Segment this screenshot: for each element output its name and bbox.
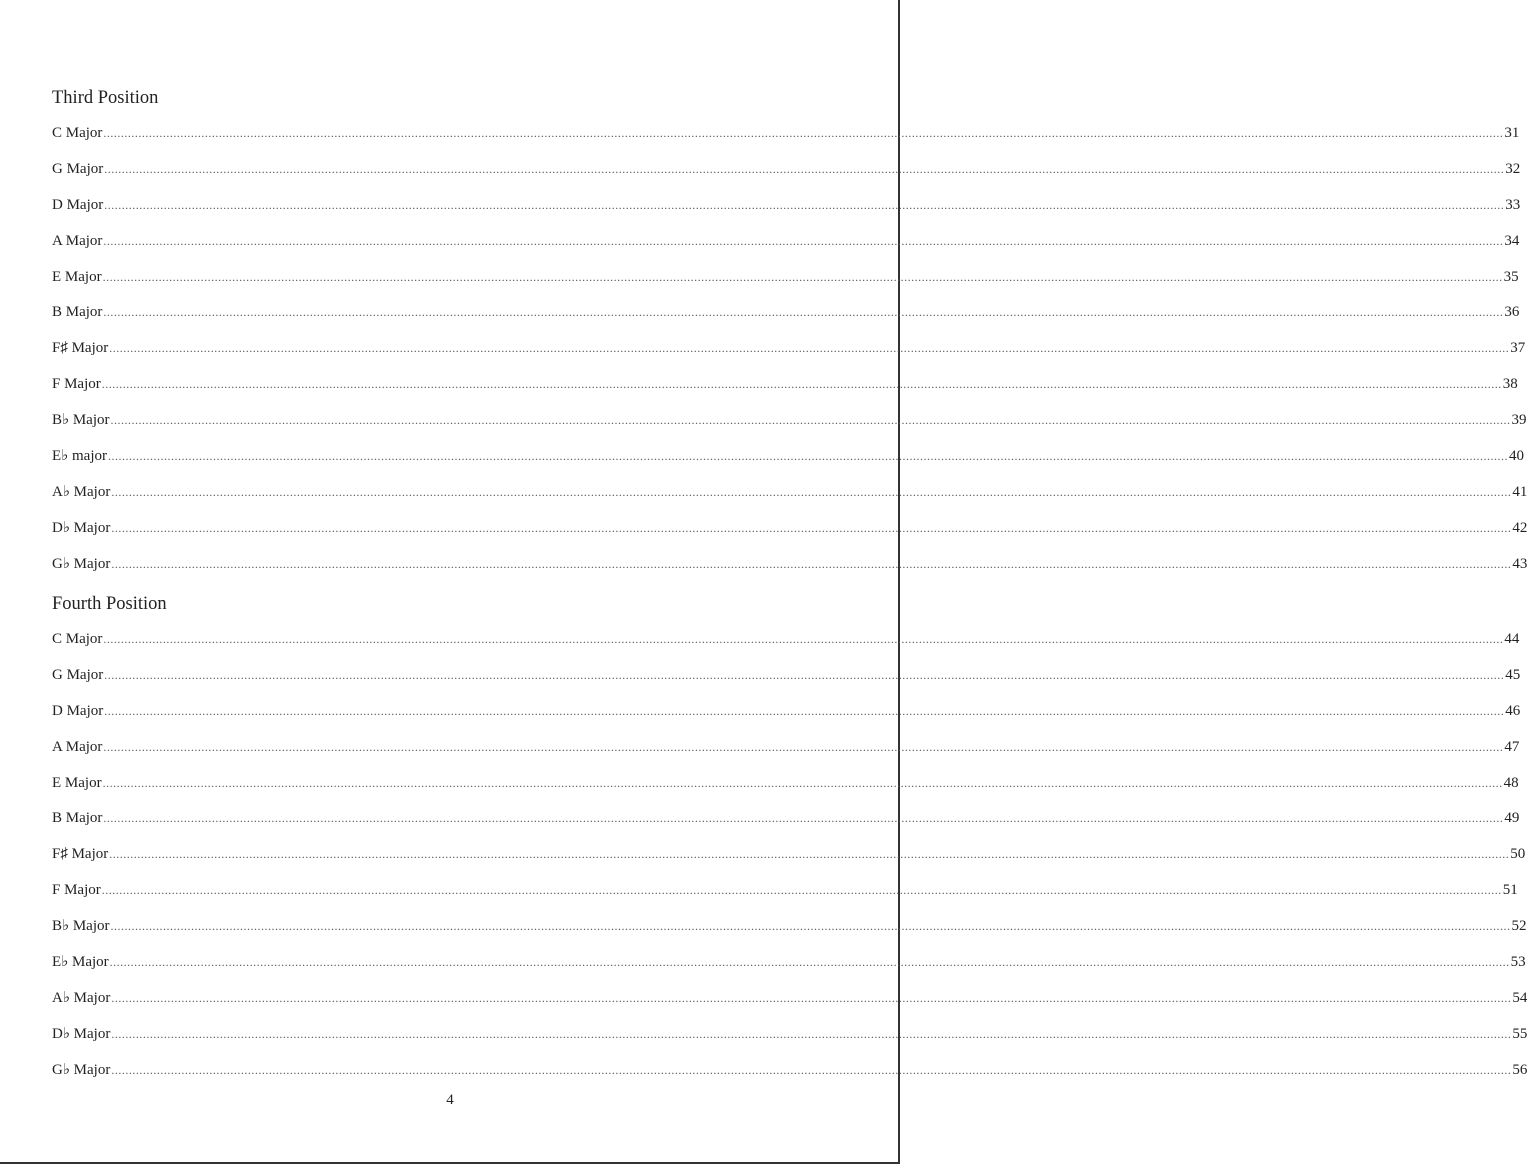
toc-entry[interactable]	[52, 694, 1521, 730]
toc-entry[interactable]	[52, 981, 1527, 1017]
entry-label: G♭ Major	[52, 555, 111, 572]
dot-leader: ................................................................................................................................................................................................................................................................................................................................................................................................................	[110, 919, 1511, 934]
entry-label: F♯ Major	[52, 340, 109, 357]
dot-leader: ................................................................................................................................................................................................................................................................................................................................................................................................................	[111, 1062, 1512, 1077]
dot-leader: ................................................................................................................................................................................................................................................................................................................................................................................................................	[102, 269, 1503, 284]
dot-leader: ................................................................................................................................................................................................................................................................................................................................................................................................................	[111, 556, 1512, 571]
entry-page-number: 55	[1512, 1025, 1527, 1042]
page-number: 4	[446, 1092, 454, 1108]
section-heading: Third Position	[52, 88, 159, 108]
entry-page-number: 37	[1510, 340, 1526, 357]
entry-label: A♭ Major	[52, 989, 111, 1006]
dot-leader: ................................................................................................................................................................................................................................................................................................................................................................................................................	[103, 305, 1504, 320]
section-heading: Fourth Position	[52, 594, 167, 614]
dot-leader: ................................................................................................................................................................................................................................................................................................................................................................................................................	[104, 703, 1505, 718]
toc-entry[interactable]	[52, 766, 1519, 802]
entry-page-number: 52	[1511, 918, 1527, 935]
toc-entry[interactable]	[52, 622, 1520, 658]
entry-label: D♭ Major	[52, 519, 111, 536]
entry-label: D Major	[52, 702, 104, 719]
dot-leader: ................................................................................................................................................................................................................................................................................................................................................................................................................	[101, 377, 1502, 392]
toc-entry[interactable]	[52, 224, 1520, 260]
entry-page-number: 48	[1503, 774, 1519, 791]
entry-page-number: 32	[1505, 160, 1521, 177]
entry-page-number: 41	[1512, 483, 1527, 500]
toc-entry[interactable]	[52, 801, 1520, 837]
entry-label: A Major	[52, 232, 103, 249]
toc-entry[interactable]	[52, 945, 1526, 981]
toc-entry[interactable]	[52, 116, 1520, 152]
entry-page-number: 39	[1511, 412, 1527, 429]
dot-leader: ................................................................................................................................................................................................................................................................................................................................................................................................................	[109, 847, 1510, 862]
entry-page-number: 45	[1505, 666, 1521, 683]
entry-label: B Major	[52, 810, 103, 827]
entry-label: G Major	[52, 666, 104, 683]
entry-page-number: 46	[1505, 702, 1521, 719]
entry-label: E♭ Major	[52, 954, 109, 971]
toc-entry[interactable]	[52, 873, 1518, 909]
entry-label: F♯ Major	[52, 846, 109, 863]
toc-entry[interactable]	[52, 188, 1521, 224]
entry-label: E Major	[52, 268, 102, 285]
entry-label: G Major	[52, 160, 104, 177]
entry-page-number: 43	[1512, 555, 1527, 572]
toc-entry[interactable]	[52, 658, 1521, 694]
toc-entry[interactable]	[52, 730, 1520, 766]
dot-leader: ................................................................................................................................................................................................................................................................................................................................................................................................................	[103, 126, 1504, 140]
entry-label: A♭ Major	[52, 483, 111, 500]
dot-leader: ................................................................................................................................................................................................................................................................................................................................................................................................................	[103, 632, 1504, 646]
entry-page-number: 50	[1510, 846, 1526, 863]
toc-entry[interactable]	[52, 367, 1518, 403]
entry-label: G♭ Major	[52, 1061, 111, 1078]
dot-leader: ................................................................................................................................................................................................................................................................................................................................................................................................................	[109, 341, 1510, 356]
dot-leader: ................................................................................................................................................................................................................................................................................................................................................................................................................	[107, 449, 1508, 464]
toc-entry[interactable]	[52, 837, 1526, 873]
entry-label: A Major	[52, 738, 103, 755]
entry-page-number: 56	[1512, 1061, 1527, 1078]
entry-page-number: 42	[1512, 519, 1527, 536]
entry-page-number: 38	[1502, 376, 1518, 393]
entry-page-number: 44	[1504, 631, 1520, 647]
entry-label: C Major	[52, 631, 103, 647]
section-fourth-position	[52, 586, 1527, 1089]
entry-page-number: 40	[1508, 448, 1524, 465]
toc-entry[interactable]	[52, 295, 1520, 331]
dot-leader: ................................................................................................................................................................................................................................................................................................................................................................................................................	[104, 197, 1505, 212]
entry-label: D♭ Major	[52, 1025, 111, 1042]
toc-entry[interactable]	[52, 152, 1521, 188]
dot-leader: ................................................................................................................................................................................................................................................................................................................................................................................................................	[103, 233, 1504, 248]
dot-leader: ................................................................................................................................................................................................................................................................................................................................................................................................................	[103, 739, 1504, 754]
entry-label: C Major	[52, 125, 103, 141]
entry-label: F Major	[52, 882, 101, 899]
entry-label: D Major	[52, 196, 104, 213]
dot-leader: ................................................................................................................................................................................................................................................................................................................................................................................................................	[111, 484, 1512, 499]
dot-leader: ................................................................................................................................................................................................................................................................................................................................................................................................................	[102, 775, 1503, 790]
toc-entry[interactable]	[52, 511, 1527, 547]
toc-entry[interactable]	[52, 475, 1527, 511]
toc-entry[interactable]	[52, 1017, 1527, 1053]
toc-list	[52, 116, 1527, 583]
toc-entry[interactable]	[52, 331, 1526, 367]
entry-page-number: 31	[1504, 125, 1520, 141]
dot-leader: ................................................................................................................................................................................................................................................................................................................................................................................................................	[110, 413, 1511, 428]
toc-entry[interactable]	[52, 439, 1524, 475]
toc-entry[interactable]	[52, 260, 1519, 296]
entry-label: B Major	[52, 304, 103, 321]
toc-entry[interactable]	[52, 403, 1527, 439]
entry-page-number: 36	[1504, 304, 1520, 321]
entry-page-number: 51	[1502, 882, 1518, 899]
toc-entry[interactable]	[52, 547, 1527, 583]
entry-page-number: 33	[1505, 196, 1521, 213]
toc-entry[interactable]	[52, 1053, 1527, 1089]
entry-page-number: 35	[1503, 268, 1519, 285]
entry-label: B♭ Major	[52, 918, 110, 935]
toc-entry[interactable]	[52, 909, 1527, 945]
section-third-position	[52, 80, 1527, 583]
entry-page-number: 34	[1504, 232, 1520, 249]
dot-leader: ................................................................................................................................................................................................................................................................................................................................................................................................................	[111, 1026, 1512, 1041]
entry-page-number: 54	[1512, 989, 1527, 1006]
entry-label: E♭ major	[52, 448, 107, 465]
dot-leader: ................................................................................................................................................................................................................................................................................................................................................................................................................	[111, 520, 1512, 535]
dot-leader: ................................................................................................................................................................................................................................................................................................................................................................................................................	[103, 811, 1504, 826]
entry-page-number: 49	[1504, 810, 1520, 827]
entry-label: F Major	[52, 376, 101, 393]
dot-leader: ................................................................................................................................................................................................................................................................................................................................................................................................................	[109, 955, 1510, 970]
entry-page-number: 53	[1510, 954, 1526, 971]
dot-leader: ................................................................................................................................................................................................................................................................................................................................................................................................................	[111, 990, 1512, 1005]
dot-leader: ................................................................................................................................................................................................................................................................................................................................................................................................................	[101, 883, 1502, 898]
entry-page-number: 47	[1504, 738, 1520, 755]
dot-leader: ................................................................................................................................................................................................................................................................................................................................................................................................................	[104, 161, 1505, 176]
entry-label: E Major	[52, 774, 102, 791]
toc-list	[52, 622, 1527, 1089]
dot-leader: ................................................................................................................................................................................................................................................................................................................................................................................................................	[104, 667, 1505, 682]
entry-label: B♭ Major	[52, 412, 110, 429]
